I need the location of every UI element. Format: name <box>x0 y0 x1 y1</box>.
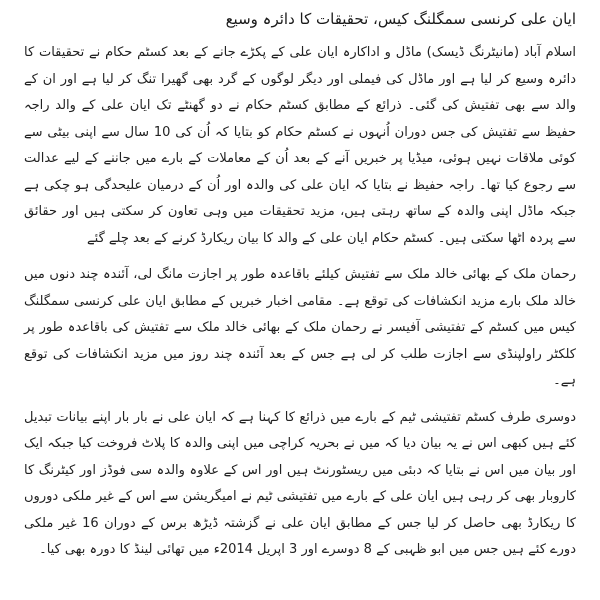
article-paragraph-3: دوسری طرف کسٹم تفتیشی ٹیم کے بارے میں ذرائع کا کہنا ہے کہ ایان علی نے بار بار اپنے بیانات تبدیل کئے ہیں کبھی اس نے یہ بیان دیا کہ میں نے بحریہ کراچی میں اپنی والدہ کا پلاٹ فروخت کیا جبکہ ایک اور بیان میں اس نے بتایا کہ دبئی میں ریسٹورنٹ ہیں اور اس کے علاوہ والدہ سی فوڈز اور کیٹرنگ کا کاروبار بھی کر رہی ہیں ایان علی کے بارے میں تفتیشی ٹیم نے امیگریشن سے اس کے غیر ملکی دوروں کا ریکارڈ بھی حاصل کر لیا جس کے مطابق ایان علی نے گزشتہ ڈیڑھ برس کے دوران 16 غیر ملکی دورے کئے ہیں جس میں ابو ظہبی کے 8 دوسرے اور 3 اپریل 2014ء میں تھائی لینڈ کا دورہ بھی کیا۔ <box>24 409 576 557</box>
article-title: ایان علی کرنسی سمگلنگ کیس، تحقیقات کا دائرہ وسیع <box>225 10 576 28</box>
article-paragraph-1: اسلام آباد (مانیٹرنگ ڈیسک) ماڈل و اداکارہ ایان علی کے پکڑے جانے کے بعد کسٹم حکام نے تحقیقات کا دائرہ وسیع کر لیا ہے اور ماڈل کی فیملی اور دیگر لوگوں کے گرد بھی گھیرا تنگ کر لیا ہے اور ان کے والد سے بھی تفتیش کی گئی۔ ذرائع کے مطابق کسٹم حکام نے دو گھنٹے تک ایان علی کے والد راجہ حفیظ سے تفتیش کی جس دوران اُنہوں نے کسٹم حکام کو بتایا کہ اُن کی 10 سال سے اپنی بیٹی سے کوئی ملاقات نہیں ہوئی، میڈیا پر خبریں آنے کے بعد اُن کے معاملات کے بارے میں جاننے کے لیے عدالت سے رجوع کیا تھا۔ راجہ حفیظ نے بتایا کہ ایان علی کی والدہ اور اُن کے درمیان علیحدگی ہو چکی ہے جبکہ ماڈل اپنی والدہ کے ساتھ رہتی ہیں، مزید تحقیقات میں وہی تعاون کر سکتی ہیں اور حقائق سے پردہ اٹھا سکتی ہیں۔ کسٹم حکام ایان علی کے والد کا بیان ریکارڈ کرنے کے بعد چلے گئے <box>24 45 576 246</box>
article-paragraph-2: رحمان ملک کے بھائی خالد ملک سے تفتیش کیلئے باقاعدہ طور پر اجازت مانگ لی، آئندہ چند دنوں میں خالد ملک بارے مزید انکشافات کی توقع ہے۔ مقامی اخبار خبریں کے مطابق ایان علی کرنسی سمگلنگ کیس میں کسٹم کے تفتیشی آفیسر نے رحمان ملک کے بھائی خالد ملک سے تفتیش کی باقاعدہ طور پر کلکٹر راولپنڈی سے اجازت طلب کر لی ہے جس کے بعد آئندہ چند روز میں مزید انکشافات کی توقع ہے۔ <box>24 267 576 388</box>
